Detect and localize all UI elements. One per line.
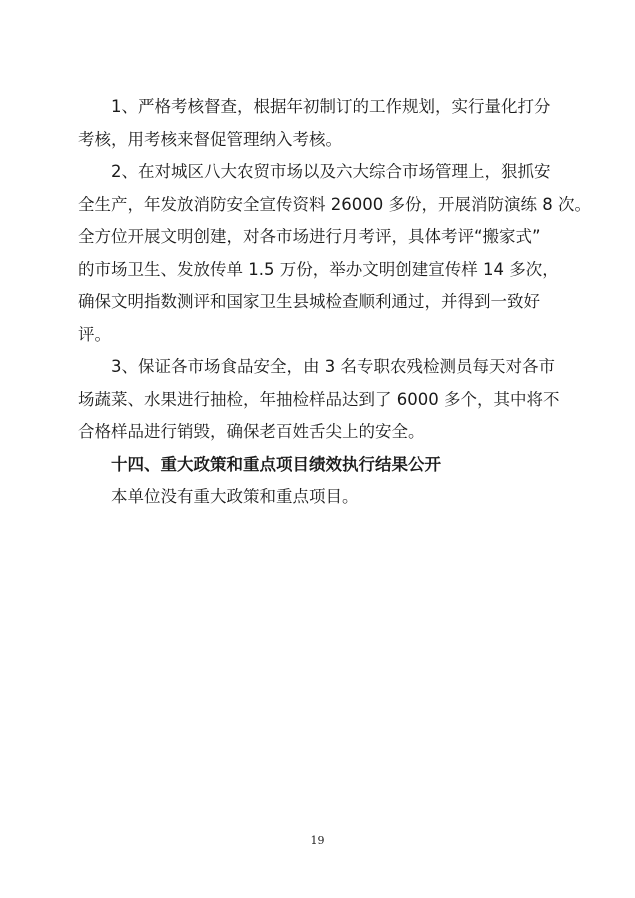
paragraph-item-2 xyxy=(78,156,591,351)
paragraph-item-1 xyxy=(78,91,560,156)
text-line: 的市场卫生、发放传单 1.5 万份，举办文明创建宣传样 14 多次， xyxy=(78,259,559,279)
text-line: 合格样品进行销毁，确保老百姓舌尖上的安全。 xyxy=(78,422,425,441)
text-line: 评。 xyxy=(78,324,111,344)
page-number: 19 xyxy=(310,834,325,847)
section-heading: 十四、重大政策和重点项目绩效执行结果公开 xyxy=(111,454,441,474)
paragraph-item-3 xyxy=(78,351,560,449)
text-line: 考核，用考核来督促管理纳入考核。 xyxy=(78,129,342,149)
text-line: 1、严格考核督查，根据年初制订的工作规划，实行量化打分 xyxy=(111,97,551,116)
closing-paragraph: 本单位没有重大政策和重点项目。 xyxy=(111,487,359,506)
text-line: 3、保证各市场食品安全，由 3 名专职农残检测员每天对各市 xyxy=(111,357,555,376)
text-line: 全方位开展文明创建，对各市场进行月考评，具体考评“搬家式” xyxy=(78,227,541,246)
text-line: 场蔬菜、水果进行抽检，年抽检样品达到了 6000 多个，其中将不 xyxy=(78,389,560,409)
text-line: 2、在对城区八大农贸市场以及六大综合市场管理上，狠抓安 xyxy=(111,162,551,181)
text-line: 确保文明指数测评和国家卫生县城检查顺利通过，并得到一致好 xyxy=(78,292,540,311)
text-line: 全生产，年发放消防安全宣传资料 26000 多份，开展消防演练 8 次。 xyxy=(78,194,591,214)
document-body xyxy=(78,91,591,514)
